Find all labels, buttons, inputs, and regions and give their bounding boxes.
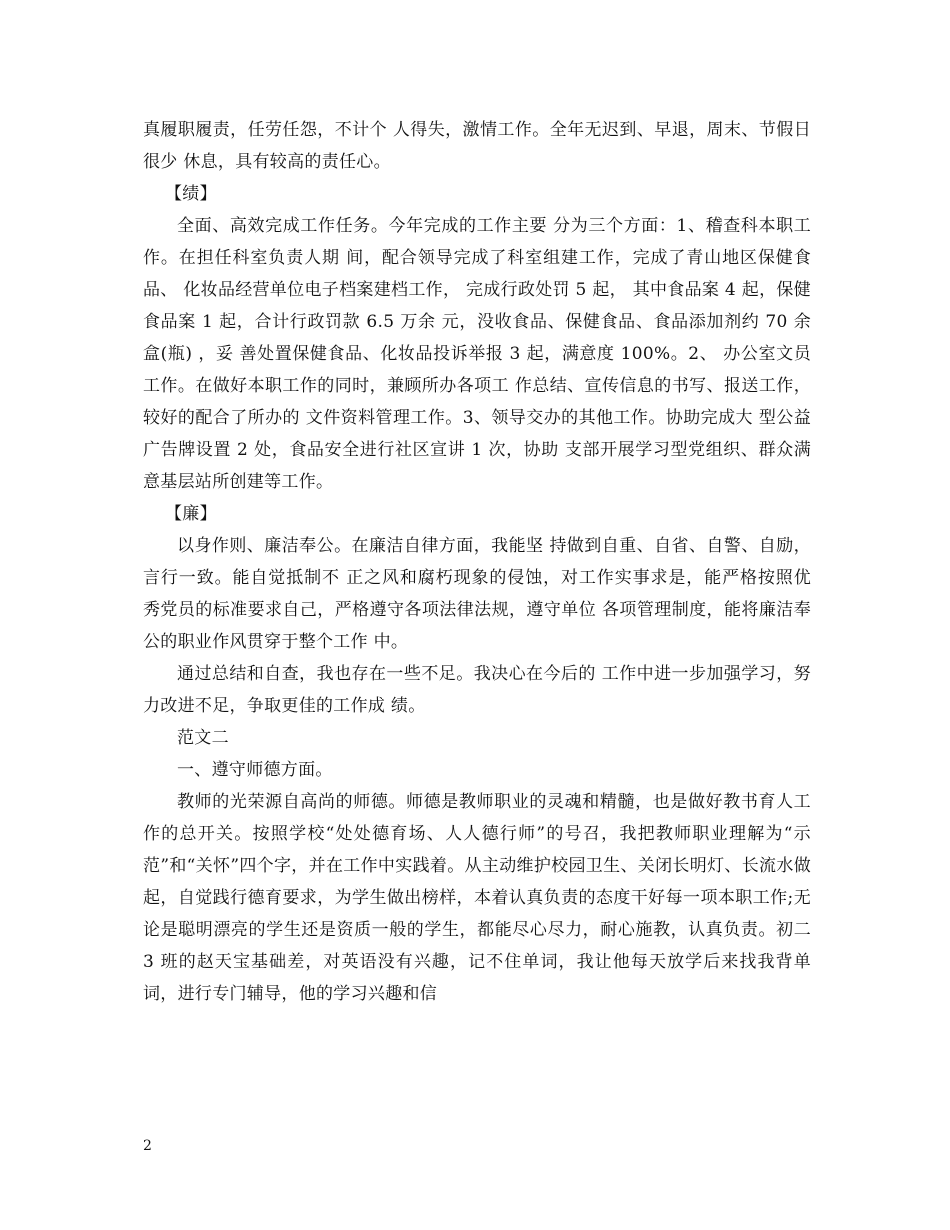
- paragraph-integrity: 以身作则、廉洁奉公。在廉洁自律方面，我能坚 持做到自重、自省、自警、自励，言行一致。能自觉抵制不 正之风和腐朽现象的侵蚀，对工作实事求是，能严格按照优 秀党员的标准要求自己，严格遵守各项法律法规，遵守单位 各项管理制度，能将廉洁奉公的职业作风贯穿于整个工作 中。: [143, 536, 811, 652]
- paragraph-teacher-ethics: 教师的光荣源自高尚的师德。师德是教师职业的灵魂和精髓，也是做好教书育人工作的总开关。按照学校“处处德育场、人人德行师”的号召，我把教师职业理解为“示范”和“关怀”四个字，并在工作中实践着。从主动维护校园卫生、关闭长明灯、长流水做起，自觉践行德育要求，为学生做出榜样，本着认真负责的态度干好每一项本职工作;无论是聪明漂亮的学生还是资质一般的学生，都能尽心尽力，耐心施教，认真负责。初二 3 班的赵天宝基础差，对英语没有兴趣，记不住单词，我让他每天放学后来找我背单词，进行专门辅导，他的学习兴趣和信: [143, 792, 811, 1004]
- paragraph-achievements: 全面、高效完成工作任务。今年完成的工作主要 分为三个方面：1、稽查科本职工作。在担任科室负责人期 间，配合领导完成了科室组建工作，完成了青山地区保健食 品、 化妆品经营单位电子档案建档工作， 完成行政处罚 5 起， 其中食品案 4 起，保健食品案 1 起，合计行政罚款 6.5 万余 元，没收食品、保健食品、食品添加剂约 70 余盒(瓶) ，妥 善处置保健食品、化妆品投诉举报 3 起，满意度 100%。2、 办公室文员工作。在做好本职工作的同时，兼顾所办各项工 作总结、宣传信息的书写、报送工作，较好的配合了所办的 文件资料管理工作。3、领导交办的其他工作。协助完成大 型公益广告牌设置 2 处，食品安全进行社区宣讲 1 次，协助 支部开展学习型党组织、群众满意基层站所创建等工作。: [143, 216, 811, 492]
- subsection-title-ethics: 一、遵守师德方面。: [177, 760, 333, 780]
- paragraph-continuation: 真履职履责，任劳任怨，不计个 人得失，激情工作。全年无迟到、早退，周末、节假日很少 休息，具有较高的责任心。: [143, 120, 811, 172]
- page-number: 2: [143, 1138, 152, 1154]
- document-body: [143, 114, 811, 1010]
- section-heading-lian: 【廉】: [165, 504, 217, 524]
- paragraph-summary: 通过总结和自查，我也存在一些不足。我决心在今后的 工作中进一步加强学习，努力改进不足，争取更佳的工作成 绩。: [143, 664, 811, 716]
- section-heading-ji: 【绩】: [165, 184, 217, 204]
- section-title-sample-two: 范文二: [177, 728, 229, 748]
